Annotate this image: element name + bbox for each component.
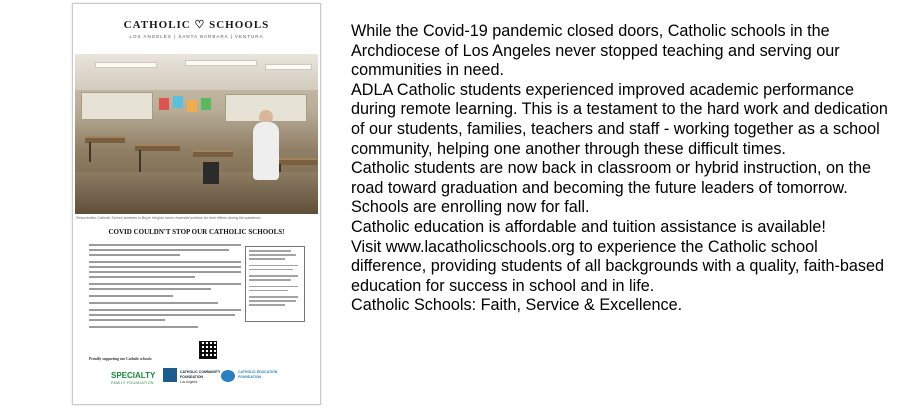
- text-line: [89, 244, 241, 246]
- student-desk: [193, 150, 233, 157]
- wall-poster: [173, 96, 183, 108]
- text-line: [89, 249, 229, 251]
- qr-code-icon: [199, 341, 217, 359]
- article-paragraph: Schools are enrolling now for fall.: [351, 198, 590, 217]
- chair: [203, 162, 219, 184]
- text-line: [249, 304, 285, 306]
- text-line: [89, 266, 241, 268]
- text-line: [89, 309, 241, 311]
- article-paragraph: Catholic Schools: Faith, Service & Excellence.: [351, 296, 683, 315]
- article-paragraph: While the Covid-19 pandemic closed doors, Catholic schools in the Archdiocese of Los Angeles never stopped teaching and serving our communities in need.: [351, 22, 840, 80]
- text-line: [89, 314, 235, 316]
- text-line: [89, 319, 165, 321]
- text-line: [249, 265, 298, 267]
- ceiling-light: [95, 62, 157, 68]
- classroom-photo: [75, 54, 318, 214]
- text-line: [89, 276, 195, 278]
- text-line: [89, 288, 211, 290]
- text-line: [249, 254, 296, 256]
- wall-poster: [159, 98, 169, 110]
- logo-subtitle: LOS ANGELES | SANTA BARBARA | VENTURA: [129, 34, 264, 39]
- ccf-logo-text: CATHOLIC COMMUNITY FOUNDATION: [180, 370, 221, 379]
- article-paragraph: Catholic education is affordable and tuition assistance is available!: [351, 217, 826, 236]
- text-line: [249, 290, 288, 292]
- text-line: [249, 250, 291, 252]
- article-paragraph: Catholic students are now back in classroom or hybrid instruction, on the road toward graduation and becoming the future leaders of tomorrow.: [351, 159, 872, 197]
- ceiling-light: [185, 60, 257, 66]
- cef-logo-icon: [221, 370, 235, 382]
- desk-leg: [139, 150, 141, 172]
- flyer-sidebar-box: [245, 246, 305, 322]
- student-figure: [253, 122, 279, 180]
- text-line: [89, 326, 198, 328]
- text-line: [249, 258, 285, 260]
- text-line: [89, 254, 180, 256]
- text-line: [89, 302, 218, 304]
- text-line: [249, 300, 296, 302]
- specialty-foundation-subtitle: FAMILY FOUNDATION: [111, 381, 154, 385]
- flyer-headline: COVID COULDN'T STOP OUR CATHOLIC SCHOOLS!: [108, 228, 285, 236]
- ceiling-light: [265, 64, 312, 70]
- text-line: [249, 286, 298, 288]
- sponsor-label: Proudly supporting our Catholic schools:: [89, 357, 153, 361]
- text-line: [89, 295, 173, 297]
- specialty-foundation-logo: SPECIALTY: [111, 371, 156, 380]
- wall-poster: [187, 100, 197, 112]
- ccf-logo-icon: [163, 368, 177, 382]
- photo-caption: Resurrection Catholic School students in Boyle Heights honor essential workers for their efforts during the pandemic.: [76, 216, 262, 220]
- flyer-body-text: [89, 244, 241, 331]
- ccf-logo-subtitle: Los Angeles: [180, 380, 198, 384]
- text-line: [249, 296, 298, 298]
- student-desk: [275, 158, 317, 165]
- classroom-board: [81, 92, 153, 120]
- text-line: [249, 275, 298, 277]
- student-desk: [85, 136, 125, 143]
- cef-logo-text: CATHOLIC EDUCATION FOUNDATION: [238, 370, 278, 379]
- text-line: [249, 279, 291, 281]
- article-paragraph: ADLA Catholic students experienced improved academic performance during remote learning. This is a testament to the hard work and dedication of our students, families, teachers and staff - working together as a school community, helping one another through these difficult times.: [351, 80, 888, 158]
- text-line: [89, 271, 241, 273]
- student-desk: [135, 144, 180, 151]
- desk-leg: [89, 142, 91, 162]
- catholic-schools-logo: CATHOLIC ♡ SCHOOLS: [123, 19, 270, 31]
- text-line: [89, 283, 241, 285]
- article-paragraph: Visit www.lacatholicschools.org to experience the Catholic school difference, providing students of all backgrounds with a quality, faith-based education for success in school and in life.: [351, 237, 885, 295]
- wall-poster: [201, 98, 211, 110]
- text-line: [89, 261, 241, 263]
- text-line: [249, 269, 293, 271]
- article-text: [351, 22, 891, 316]
- classroom-floor: [75, 172, 318, 214]
- flyer-thumbnail: [72, 3, 321, 405]
